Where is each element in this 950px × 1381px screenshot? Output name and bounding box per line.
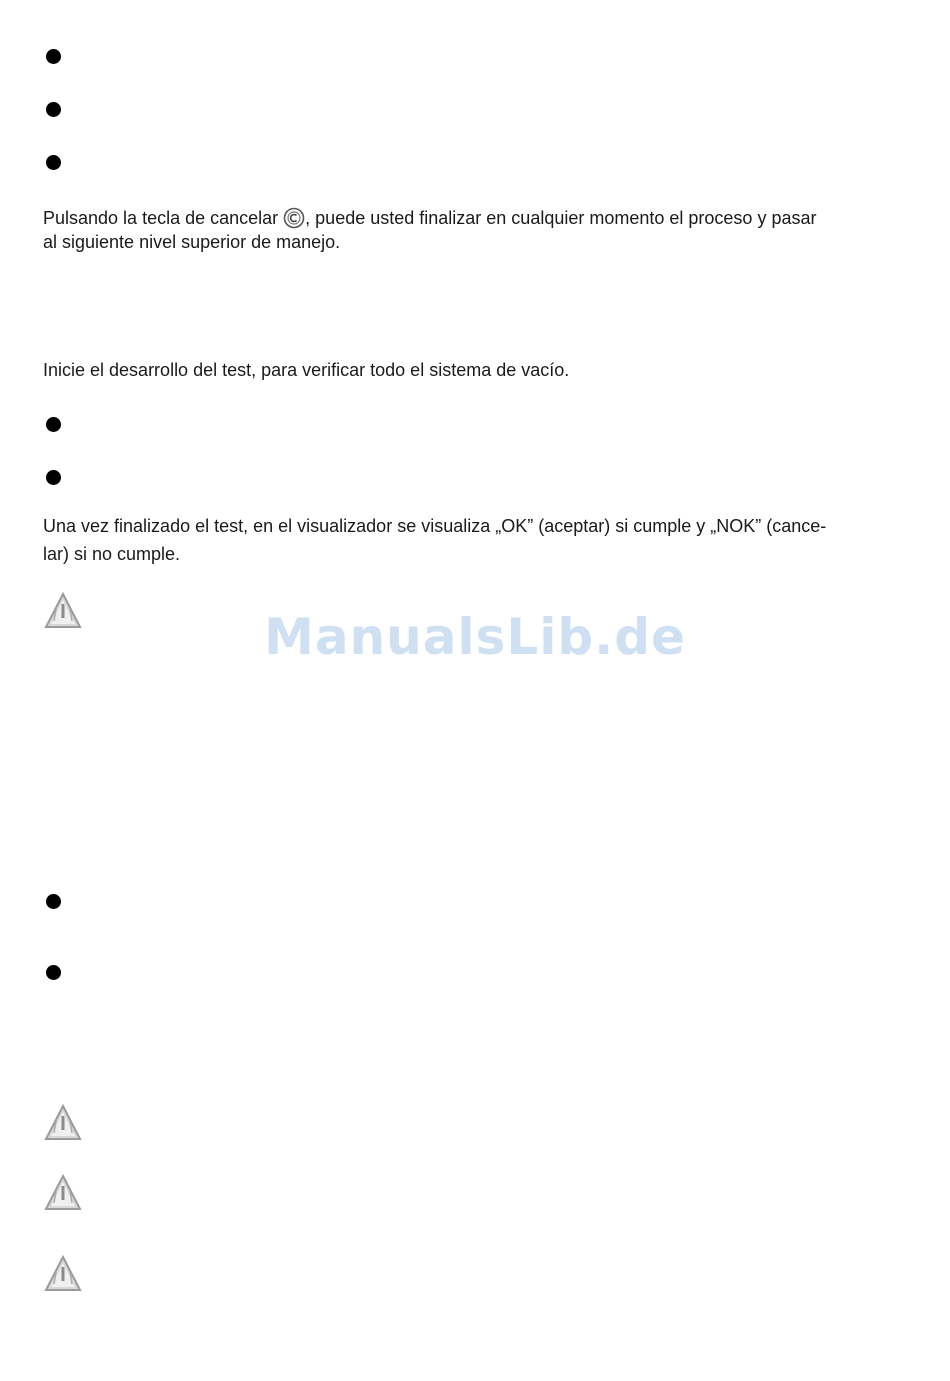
cancel-paragraph — [43, 206, 913, 254]
bullet-icon — [46, 49, 61, 64]
cancel-key-icon — [283, 207, 305, 229]
warning-triangle-icon — [43, 1103, 83, 1143]
result-text-line1: Una vez finalizado el test, en el visualizador se visualiza „OK” (aceptar) si cumple y „NOK” (cance- — [43, 516, 827, 536]
bullet-icon — [46, 470, 61, 485]
cancel-text-after: , puede usted finalizar en cualquier momento el proceso y pasar — [305, 208, 817, 228]
bullet-icon — [46, 102, 61, 117]
result-text-line2: lar) si no cumple. — [43, 544, 181, 564]
watermark: ManualsLib.de — [264, 608, 686, 666]
bullet-icon — [46, 894, 61, 909]
bullet-icon — [46, 965, 61, 980]
cancel-text-before: Pulsando la tecla de cancelar — [43, 208, 279, 228]
bullet-icon — [46, 417, 61, 432]
test-start-paragraph: Inicie el desarrollo del test, para verificar todo el sistema de vacío. — [43, 360, 570, 380]
result-paragraph — [43, 512, 913, 568]
warning-triangle-icon — [43, 1254, 83, 1294]
bullet-icon — [46, 155, 61, 170]
cancel-text-line2: al siguiente nivel superior de manejo. — [43, 232, 341, 252]
warning-triangle-icon — [43, 1173, 83, 1213]
